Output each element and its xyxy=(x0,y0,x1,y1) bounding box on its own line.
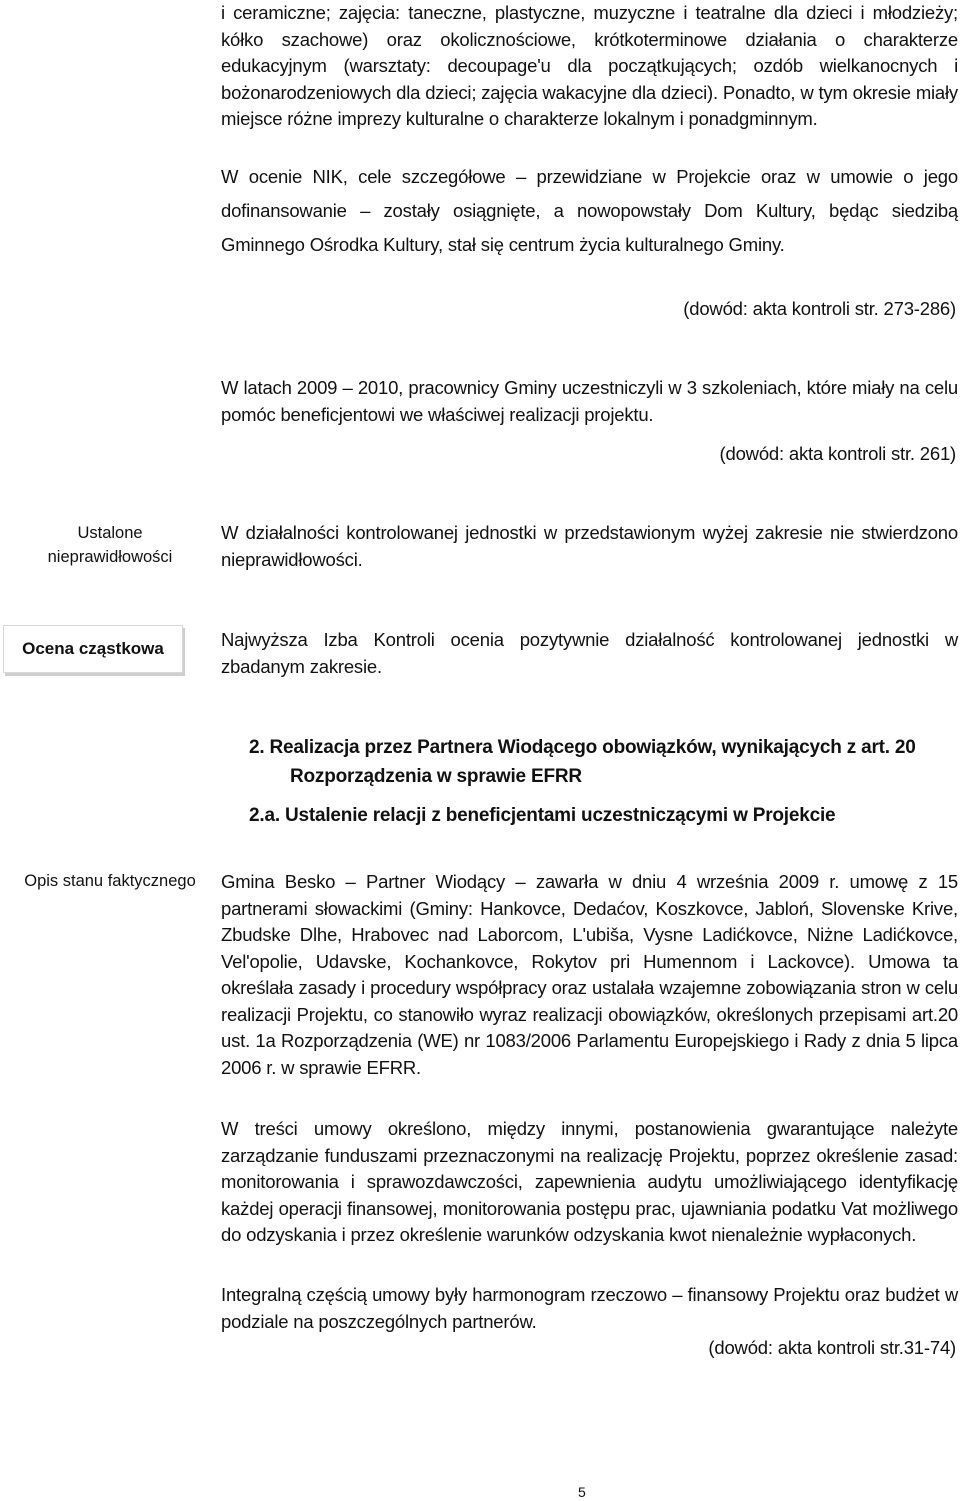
factual-state-label: Opis stanu faktycznego xyxy=(24,872,196,890)
training-paragraph: W latach 2009 – 2010, pracownicy Gminy uczestniczyli w 3 szkoleniach, które miały na celu pomóc beneficjentowi we właściwej realizacji projektu. xyxy=(221,377,958,425)
section-subheading: 2.a. Ustalenie relacji z beneficjentami uczestniczącymi w Projekcie xyxy=(249,805,836,826)
factual-state-paragraph-3: Integralną częścią umowy były harmonogram rzeczowo – finansowy Projektu oraz budżet w podziale na poszczególnych partnerów. xyxy=(221,1284,958,1332)
page-number: 5 xyxy=(578,1484,586,1500)
factual-state-paragraph-2: W treści umowy określono, między innymi, postanowienia gwarantujące należyte zarządzanie funduszami przeznaczonymi na realizację Projektu, poprzez określenie zasad: monitorowania i sprawozdawczości, zapewnienia audytu umożliwiającego identyfikację każdej operacji finansowej, monitorowania postępu prac, ujawniania podatku Vat możliwego do odzyskania i przez określenie warunków odzyskania kwot nienależnie wypłaconych. xyxy=(221,1118,958,1245)
evidence-note-3: (dowód: akta kontroli str.31-74) xyxy=(708,1337,956,1358)
partial-assessment-label: Ocena cząstkowa xyxy=(3,625,183,673)
irregularities-label: Ustalone nieprawidłowości xyxy=(47,524,173,566)
section-heading-line1: 2. Realizacja przez Partnera Wiodącego obowiązków, wynikających z art. 20 xyxy=(249,737,916,758)
factual-state-paragraph-1: Gmina Besko – Partner Wiodący – zawarła w dniu 4 września 2009 r. umowę z 15 partnerami słowackimi (Gminy: Hankovce, Dedaćov, Koszkovce, Jabloń, Slovenske Krive, Zbudske Dlhe, Hrabovec nad Laborcom, L'ubiša, Vysne Ladićkovce, Niżne Ladićkovce, Vel'opolie, Udavske, Kochankovce, Rokytov pri Humennom i Lackovce). Umowa ta określała zasady i procedury współpracy oraz ustalała wzajemne zobowiązania stron w celu realizacji Projektu, co stanowiło wyraz realizacji obowiązków, określonych przepisami art.20 ust. 1a Rozporządzenia (WE) nr 1083/2006 Parlamentu Europejskiego i Rady z dnia 5 lipca 2006 r. w sprawie EFRR. xyxy=(221,871,958,1078)
evidence-note-1: (dowód: akta kontroli str. 273-286) xyxy=(683,298,956,319)
irregularities-text: W działalności kontrolowanej jednostki w przedstawionym wyżej zakresie nie stwierdzono nieprawidłowości. xyxy=(221,522,958,570)
section-heading-line2: Rozporządzenia w sprawie EFRR xyxy=(290,766,582,787)
continuation-paragraph: i ceramiczne; zajęcia: taneczne, plastyczne, muzyczne i teatralne dla dzieci i młodzieży; kółko szachowe) oraz okolicznościowe, krótkoterminowe działania o charakterze edukacyjnym (warsztaty: decoupage'u dla początkujących; ozdób wielkanocnych i bożonarodzeniowych dla dzieci; zajęcia wakacyjne dla dzieci). Ponadto, w tym okresie miały miejsce różne imprezy kulturalne o charakterze lokalnym i ponadgminnym. xyxy=(221,2,958,129)
evidence-note-2: (dowód: akta kontroli str. 261) xyxy=(719,443,956,464)
nik-assessment-paragraph: W ocenie NIK, cele szczegółowe – przewidziane w Projekcie oraz w umowie o jego dofinansowanie – zostały osiągnięte, a nowopowstały Dom Kultury, będąc siedzibą Gminnego Ośrodka Kultury, stał się centrum życia kulturalnego Gminy. xyxy=(221,166,958,255)
partial-assessment-text: Najwyższa Izba Kontroli ocenia pozytywnie działalność kontrolowanej jednostki w zbadanym zakresie. xyxy=(221,629,958,677)
